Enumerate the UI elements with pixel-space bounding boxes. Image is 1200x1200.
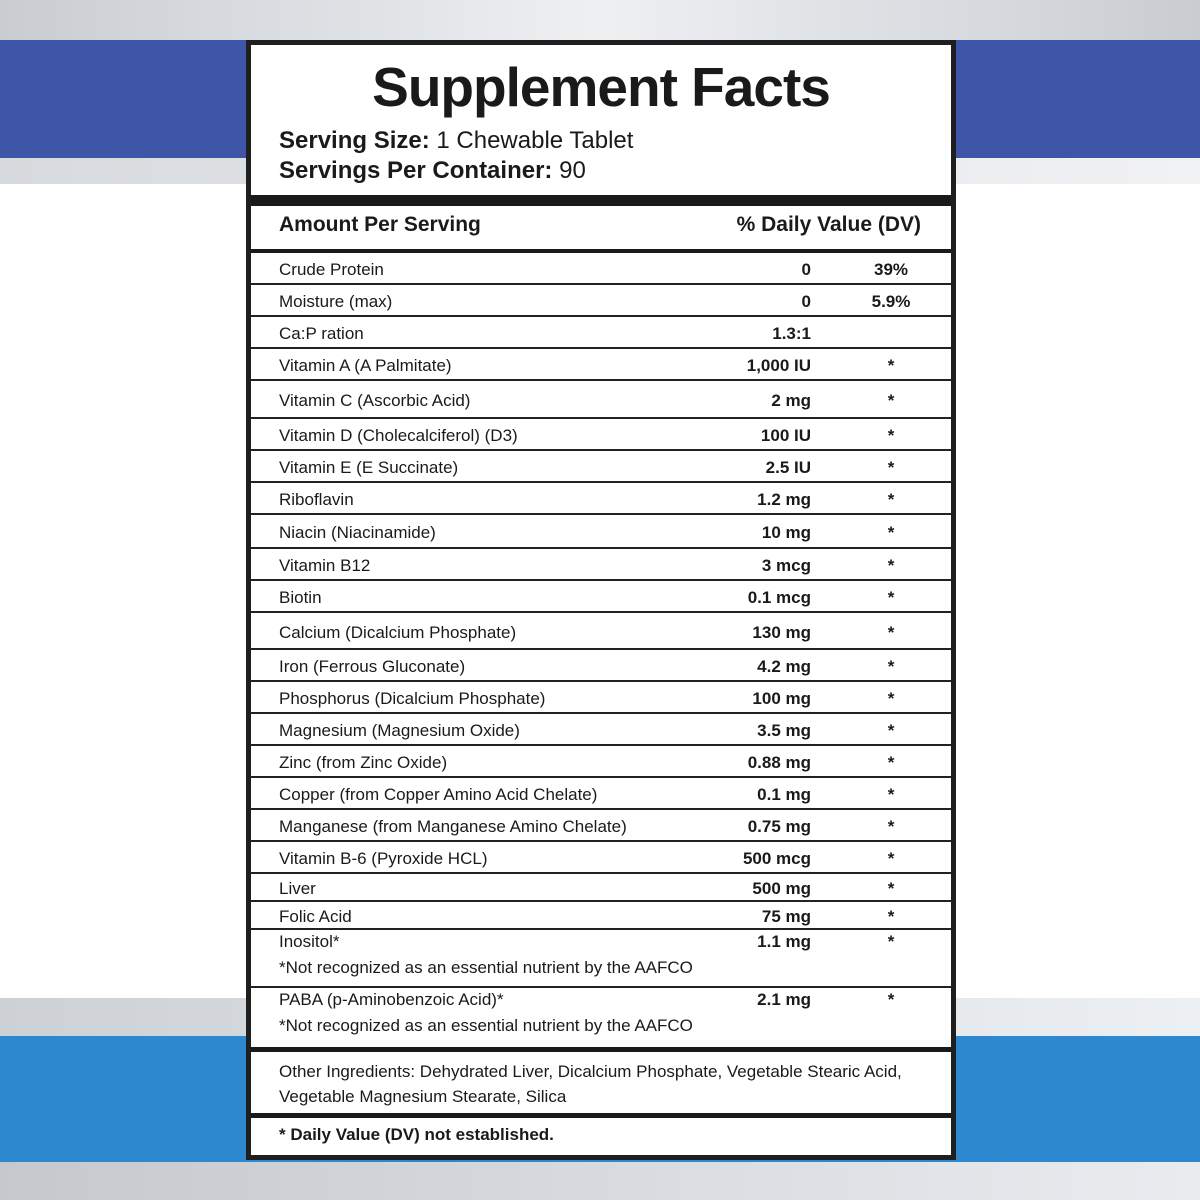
nutrient-amount: 1.3:1 [772, 324, 811, 343]
nutrient-name: Copper (from Copper Amino Acid Chelate) [279, 785, 598, 804]
nutrient-amount: 2.1 mg [757, 990, 811, 1009]
nutrient-row [251, 714, 951, 746]
nutrient-name: Crude Protein [279, 260, 384, 279]
nutrient-footnote: *Not recognized as an essential nutrient by the AAFCO [279, 958, 693, 977]
nutrient-name: Biotin [279, 588, 322, 607]
nutrient-amount: 3 mcg [761, 556, 811, 575]
nutrient-name: Vitamin B12 [279, 556, 371, 575]
nutrient-name: Liver [279, 879, 316, 898]
nutrient-amount: 4.2 mg [757, 657, 811, 676]
nutrient-name: Manganese (from Manganese Amino Chelate) [279, 817, 627, 836]
serving-size [279, 127, 633, 155]
nutrient-daily-value: * [887, 817, 895, 836]
amount-per-serving-header: Amount Per Serving [279, 213, 481, 236]
nutrient-name: Vitamin B-6 (Pyroxide HCL) [279, 849, 488, 868]
nutrient-amount: 2 mg [771, 391, 811, 410]
nutrient-amount: 3.5 mg [757, 721, 811, 740]
nutrient-daily-value: * [887, 932, 895, 951]
nutrient-row [251, 317, 951, 349]
nutrient-row [251, 451, 951, 483]
nutrient-name: Vitamin A (A Palmitate) [279, 356, 452, 375]
nutrient-daily-value: * [887, 689, 895, 708]
nutrient-row [251, 285, 951, 317]
nutrient-daily-value: * [887, 657, 895, 676]
nutrient-row [251, 778, 951, 810]
nutrient-name: Calcium (Dicalcium Phosphate) [279, 622, 517, 642]
nutrient-name: Moisture (max) [279, 292, 393, 311]
nutrient-name: Phosphorus (Dicalcium Phosphate) [279, 689, 546, 708]
nutrient-row [251, 515, 951, 549]
nutrient-row [251, 810, 951, 842]
nutrient-row [251, 842, 951, 874]
background-top-silver [0, 0, 1200, 40]
thick-divider-top [251, 195, 951, 206]
divider-above-other-ingredients [251, 1047, 951, 1052]
nutrient-amount: 0.1 mcg [747, 588, 811, 607]
nutrient-row [251, 902, 951, 930]
nutrient-amount: 500 mcg [742, 849, 811, 868]
nutrient-amount: 1,000 IU [746, 356, 811, 375]
nutrient-name: Vitamin D (Cholecalciferol) (D3) [279, 426, 518, 445]
daily-value-footnote: * Daily Value (DV) not established. [279, 1125, 554, 1144]
nutrient-name: Magnesium (Magnesium Oxide) [279, 721, 520, 740]
servings-per-container-label: Servings Per Container: [279, 157, 553, 184]
servings-per-container [279, 157, 586, 185]
serving-size-value: 1 Chewable Tablet [436, 127, 634, 154]
nutrient-daily-value: * [887, 849, 895, 868]
nutrient-daily-value: * [887, 523, 895, 542]
nutrient-amount: 75 mg [761, 907, 811, 926]
nutrient-daily-value: * [887, 458, 895, 477]
nutrient-amount: 0 [801, 260, 811, 279]
nutrient-name: Vitamin C (Ascorbic Acid) [279, 391, 471, 410]
nutrient-name: Folic Acid [279, 907, 352, 926]
nutrient-daily-value: * [887, 622, 895, 642]
nutrient-name: Ca:P ration [279, 324, 364, 343]
nutrient-row [251, 419, 951, 451]
nutrient-daily-value: * [887, 426, 895, 445]
nutrient-name: Niacin (Niacinamide) [279, 523, 436, 542]
divider-above-footnote [251, 1113, 951, 1118]
nutrient-daily-value: * [887, 879, 895, 898]
nutrient-amount: 500 mg [752, 879, 811, 898]
nutrient-name: PABA (p-Aminobenzoic Acid)* [279, 990, 504, 1009]
nutrient-name: Iron (Ferrous Gluconate) [279, 657, 466, 676]
nutrient-row [251, 253, 951, 285]
nutrient-daily-value: * [887, 490, 895, 509]
nutrient-name: Inositol* [279, 932, 340, 951]
background-bottom-silver [0, 1162, 1200, 1200]
nutrient-amount: 10 mg [761, 523, 811, 542]
daily-value-header: % Daily Value (DV) [736, 213, 921, 236]
supplement-facts-panel [246, 40, 956, 1160]
nutrient-daily-value: 5.9% [871, 292, 911, 311]
nutrient-daily-value: 39% [873, 260, 909, 279]
other-ingredients: Other Ingredients: Dehydrated Liver, Dicalcium Phosphate, Vegetable Stearic Acid, Vegetable Magnesium Stearate, Silica [279, 1062, 902, 1106]
nutrient-row [251, 988, 951, 1042]
nutrient-row [251, 746, 951, 778]
nutrient-amount: 2.5 IU [765, 458, 811, 477]
nutrient-row [251, 483, 951, 515]
nutrient-daily-value: * [887, 990, 895, 1009]
nutrient-row [251, 682, 951, 714]
nutrient-footnote: *Not recognized as an essential nutrient by the AAFCO [279, 1016, 693, 1035]
nutrient-amount: 0.88 mg [747, 753, 811, 772]
nutrient-amount: 100 mg [752, 689, 811, 708]
serving-size-label: Serving Size: [279, 127, 430, 154]
nutrient-amount: 0 [801, 292, 811, 311]
nutrient-daily-value: * [887, 785, 895, 804]
nutrient-daily-value: * [887, 721, 895, 740]
nutrient-row [251, 650, 951, 682]
nutrient-row [251, 930, 951, 988]
nutrient-daily-value: * [887, 391, 895, 410]
nutrient-daily-value: * [887, 556, 895, 575]
nutrient-amount: 1.2 mg [757, 490, 811, 509]
nutrient-row [251, 549, 951, 581]
nutrient-daily-value: * [887, 356, 895, 375]
nutrient-name: Zinc (from Zinc Oxide) [279, 753, 448, 772]
nutrient-amount: 0.75 mg [747, 817, 811, 836]
nutrient-row [251, 874, 951, 902]
servings-per-container-value: 90 [559, 157, 586, 184]
nutrient-row [251, 349, 951, 381]
panel-title: Supplement Facts [372, 56, 830, 118]
nutrient-row [251, 381, 951, 419]
nutrient-row [251, 613, 951, 650]
nutrient-name: Riboflavin [279, 490, 354, 509]
nutrient-amount: 130 mg [752, 622, 811, 642]
nutrient-name: Vitamin E (E Succinate) [279, 458, 459, 477]
nutrient-amount: 100 IU [760, 426, 811, 445]
nutrient-daily-value: * [887, 907, 895, 926]
nutrient-daily-value: * [887, 753, 895, 772]
nutrient-amount: 1.1 mg [757, 932, 811, 951]
nutrient-amount: 0.1 mg [757, 785, 811, 804]
nutrient-row [251, 581, 951, 613]
nutrient-daily-value: * [887, 588, 895, 607]
